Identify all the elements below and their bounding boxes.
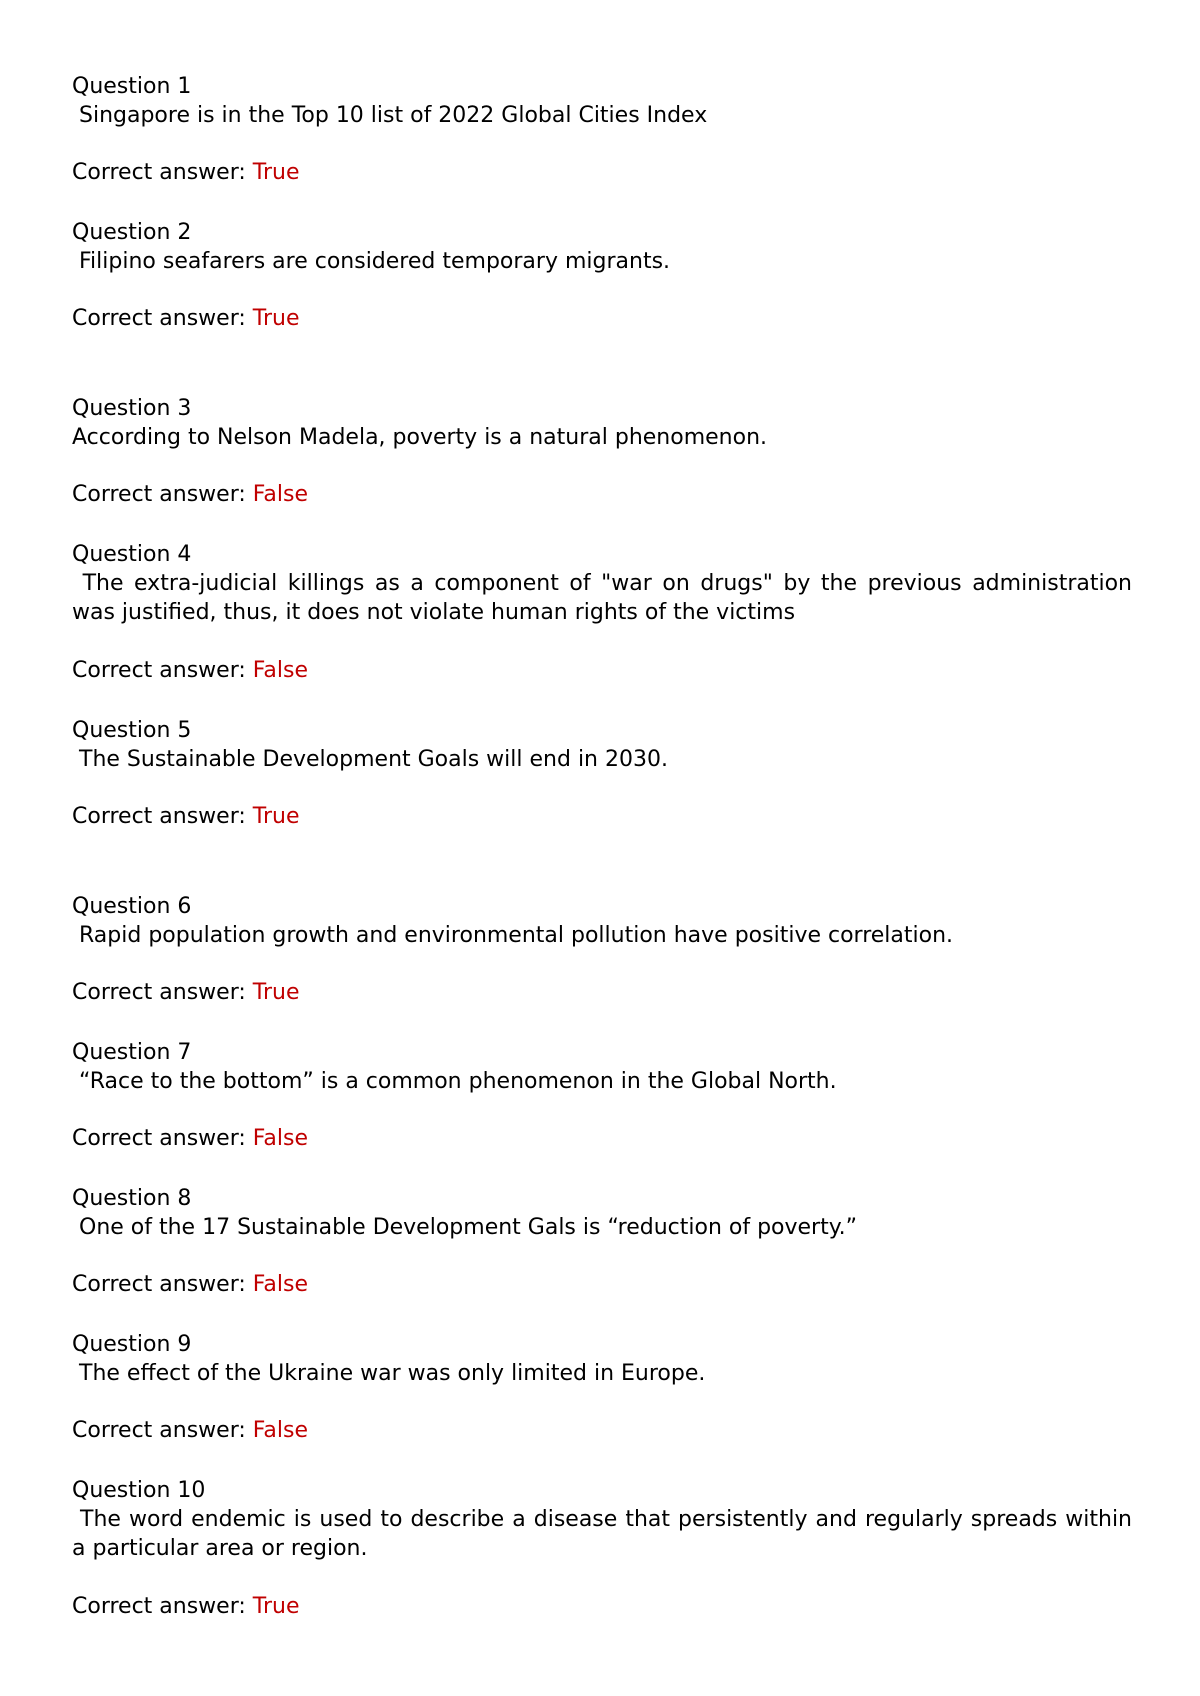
correct-answer: [72, 480, 308, 509]
answer-prefix: Correct answer:: [72, 482, 253, 507]
answer-value: True: [252, 306, 300, 331]
question-text: “Race to the bottom” is a common phenomenon in the Global North.: [72, 1069, 837, 1094]
answer-prefix: Correct answer:: [72, 1272, 253, 1297]
answer-value: False: [252, 1418, 309, 1443]
question-title: Question 9: [72, 1332, 192, 1357]
question-title: Question 10: [72, 1478, 206, 1503]
question-text: According to Nelson Madela, poverty is a natural phenomenon.: [72, 425, 768, 450]
answer-prefix: Correct answer:: [72, 1418, 253, 1443]
correct-answer: [72, 1416, 308, 1445]
answer-prefix: Correct answer:: [72, 306, 253, 331]
question-item: [72, 218, 1132, 331]
correct-answer: [72, 1592, 300, 1621]
question-item: [72, 1038, 1132, 1151]
answer-prefix: Correct answer:: [72, 804, 253, 829]
answer-value: True: [252, 160, 300, 185]
answer-value: True: [252, 804, 300, 829]
question-text: Singapore is in the Top 10 list of 2022 Global Cities Index: [72, 103, 708, 128]
question-title: Question 6: [72, 894, 192, 919]
question-item: [72, 394, 1132, 507]
question-title: Question 4: [72, 542, 192, 567]
question-text: The effect of the Ukraine war was only limited in Europe.: [72, 1361, 706, 1386]
correct-answer: [72, 158, 300, 187]
correct-answer: [72, 304, 300, 333]
question-item: [72, 1476, 1139, 1619]
question-title: Question 3: [72, 396, 192, 421]
question-text: Filipino seafarers are considered temporary migrants.: [72, 249, 671, 274]
answer-prefix: Correct answer:: [72, 980, 253, 1005]
answer-prefix: Correct answer:: [72, 658, 253, 683]
answer-value: False: [252, 1272, 309, 1297]
answer-prefix: Correct answer:: [72, 1594, 253, 1619]
question-text: The extra-judicial killings as a component of "war on drugs" by the previous administration was justified, thus, it does not violate human rights of the victims: [72, 571, 1139, 625]
answer-value: True: [252, 1594, 300, 1619]
question-item: [72, 1330, 1132, 1443]
question-title: Question 2: [72, 220, 192, 245]
question-item: [72, 892, 1132, 1005]
question-item: [72, 1184, 1132, 1297]
question-text: The word endemic is used to describe a disease that persistently and regularly spreads within a particular area or region.: [72, 1507, 1139, 1561]
correct-answer: [72, 1124, 308, 1153]
question-title: Question 5: [72, 718, 192, 743]
answer-prefix: Correct answer:: [72, 1126, 253, 1151]
correct-answer: [72, 802, 300, 831]
question-item: [72, 72, 1132, 185]
answer-prefix: Correct answer:: [72, 160, 253, 185]
correct-answer: [72, 656, 308, 685]
answer-value: True: [252, 980, 300, 1005]
answer-value: False: [252, 658, 309, 683]
question-title: Question 7: [72, 1040, 192, 1065]
correct-answer: [72, 1270, 308, 1299]
answer-value: False: [252, 482, 309, 507]
question-title: Question 8: [72, 1186, 192, 1211]
question-text: Rapid population growth and environmental pollution have positive correlation.: [72, 923, 954, 948]
question-title: Question 1: [72, 74, 192, 99]
question-item: [72, 716, 1132, 829]
correct-answer: [72, 978, 300, 1007]
question-text: One of the 17 Sustainable Development Gals is “reduction of poverty.”: [72, 1215, 858, 1240]
answer-value: False: [252, 1126, 309, 1151]
question-item: [72, 540, 1139, 683]
question-text: The Sustainable Development Goals will end in 2030.: [72, 747, 668, 772]
